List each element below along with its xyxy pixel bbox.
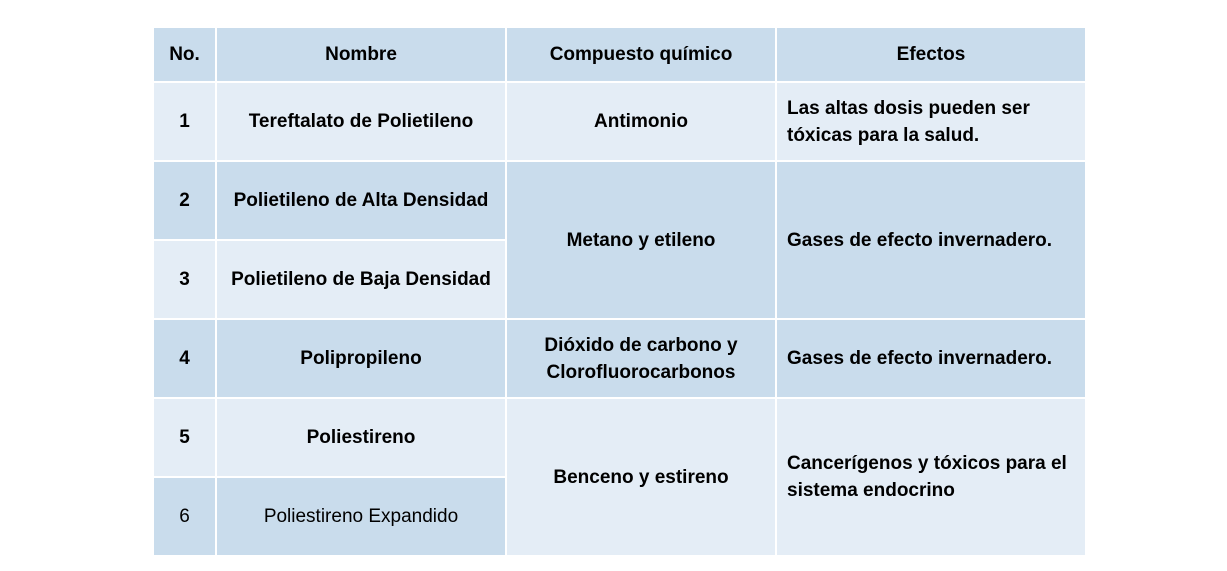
effects-text: Las altas dosis pueden ser tóxicas para la salud. xyxy=(776,82,1086,161)
row-number: 4 xyxy=(153,319,216,398)
header-compound: Compuesto químico xyxy=(506,27,776,82)
plastic-name: Polietileno de Baja Densidad xyxy=(216,240,506,319)
plastic-name: Polietileno de Alta Densidad xyxy=(216,161,506,240)
plastics-table xyxy=(152,26,1087,557)
row-number: 2 xyxy=(153,161,216,240)
effects-text: Gases de efecto invernadero. xyxy=(776,161,1086,319)
row-number: 6 xyxy=(153,477,216,556)
row-number: 5 xyxy=(153,398,216,477)
plastic-name: Poliestireno xyxy=(216,398,506,477)
plastic-name: Tereftalato de Polietileno xyxy=(216,82,506,161)
header-no: No. xyxy=(153,27,216,82)
chemical-compound: Metano y etileno xyxy=(506,161,776,319)
table-row xyxy=(153,398,1086,477)
table-row xyxy=(153,161,1086,240)
effects-text: Cancerígenos y tóxicos para el sistema endocrino xyxy=(776,398,1086,556)
plastic-name: Poliestireno Expandido xyxy=(216,477,506,556)
plastic-name: Polipropileno xyxy=(216,319,506,398)
row-number: 3 xyxy=(153,240,216,319)
table-row xyxy=(153,319,1086,398)
table-row xyxy=(153,82,1086,161)
header-effects: Efectos xyxy=(776,27,1086,82)
row-number: 1 xyxy=(153,82,216,161)
effects-text: Gases de efecto invernadero. xyxy=(776,319,1086,398)
header-name: Nombre xyxy=(216,27,506,82)
chemical-compound: Antimonio xyxy=(506,82,776,161)
chemical-compound: Benceno y estireno xyxy=(506,398,776,556)
chemical-compound: Dióxido de carbono y Clorofluorocarbonos xyxy=(506,319,776,398)
table-header-row xyxy=(153,27,1086,82)
